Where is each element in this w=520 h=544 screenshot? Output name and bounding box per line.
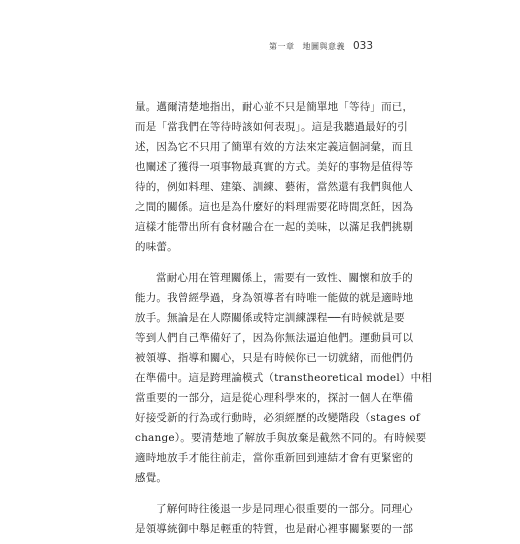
paragraph [135, 268, 432, 488]
text-line: 了解何時往後退一步是同理心很重要的一部分。同理心 [156, 503, 413, 515]
page-number: 033 [352, 40, 373, 52]
text-line: 被領導、指導和關心，只是有時候你已一切就緒，而他們仍 [135, 352, 414, 364]
text-line: 感覺。 [135, 472, 168, 484]
text-line: 量。邁爾清楚地指出，耐心並不只是簡單地「等待」而已， [135, 101, 414, 113]
text-line: 這樣才能帶出所有食材融合在一起的美味，以滿足我們挑剔 [135, 221, 414, 233]
text-line: 待的，例如料理、建築、訓練、藝術，當然還有我們與他人 [135, 181, 414, 193]
text-line: 述，因為它不只用了簡單有效的方法來定義這個詞彙，而且 [135, 141, 414, 153]
paragraph [135, 97, 414, 257]
text-line: 之間的關係。這也是為什麼好的料理需要花時間烹飪，因為 [135, 201, 414, 213]
text-line: 當耐心用在管理關係上，需要有一致性、關懷和放手的 [156, 272, 413, 284]
text-line: 是領導統御中舉足輕重的特質，也是耐心裡事關緊要的一部 [135, 523, 414, 535]
body-text [135, 97, 432, 544]
text-line: 在準備中。這是跨理論模式（transtheoretical model）中相 [135, 372, 432, 384]
text-line: 能力。我曾經學過，身為領導者有時唯一能做的就是適時地 [135, 292, 414, 304]
text-line: 放手。無論是在人際關係或特定訓練課程──有時候就是要 [135, 312, 405, 324]
chapter-title: 地圖與意義 [302, 42, 345, 51]
text-line: change）。要清楚地了解放手與放棄是截然不同的。有時候要 [135, 432, 427, 444]
text-line: 也闡述了獲得一項事物最真實的方式。美好的事物是值得等 [135, 161, 414, 173]
text-line: 當重要的一部分，這是從心理科學來的，探討一個人在準備 [135, 392, 414, 404]
paragraph [135, 499, 414, 539]
text-line: 的味蕾。 [135, 241, 178, 253]
text-line: 適時地放手才能往前走，當你重新回到連結才會有更緊密的 [135, 452, 414, 464]
chapter-label: 第一章 [268, 42, 295, 51]
text-line: 好接受新的行為或行動時，必須經歷的改變階段（stages of [135, 412, 420, 424]
running-head [269, 40, 373, 52]
text-line: 等到人們自己準備好了，因為你無法逼迫他們。運動員可以 [135, 332, 414, 344]
text-line: 而是「當我們在等待時該如何表現」。這是我聽過最好的引 [135, 121, 408, 133]
